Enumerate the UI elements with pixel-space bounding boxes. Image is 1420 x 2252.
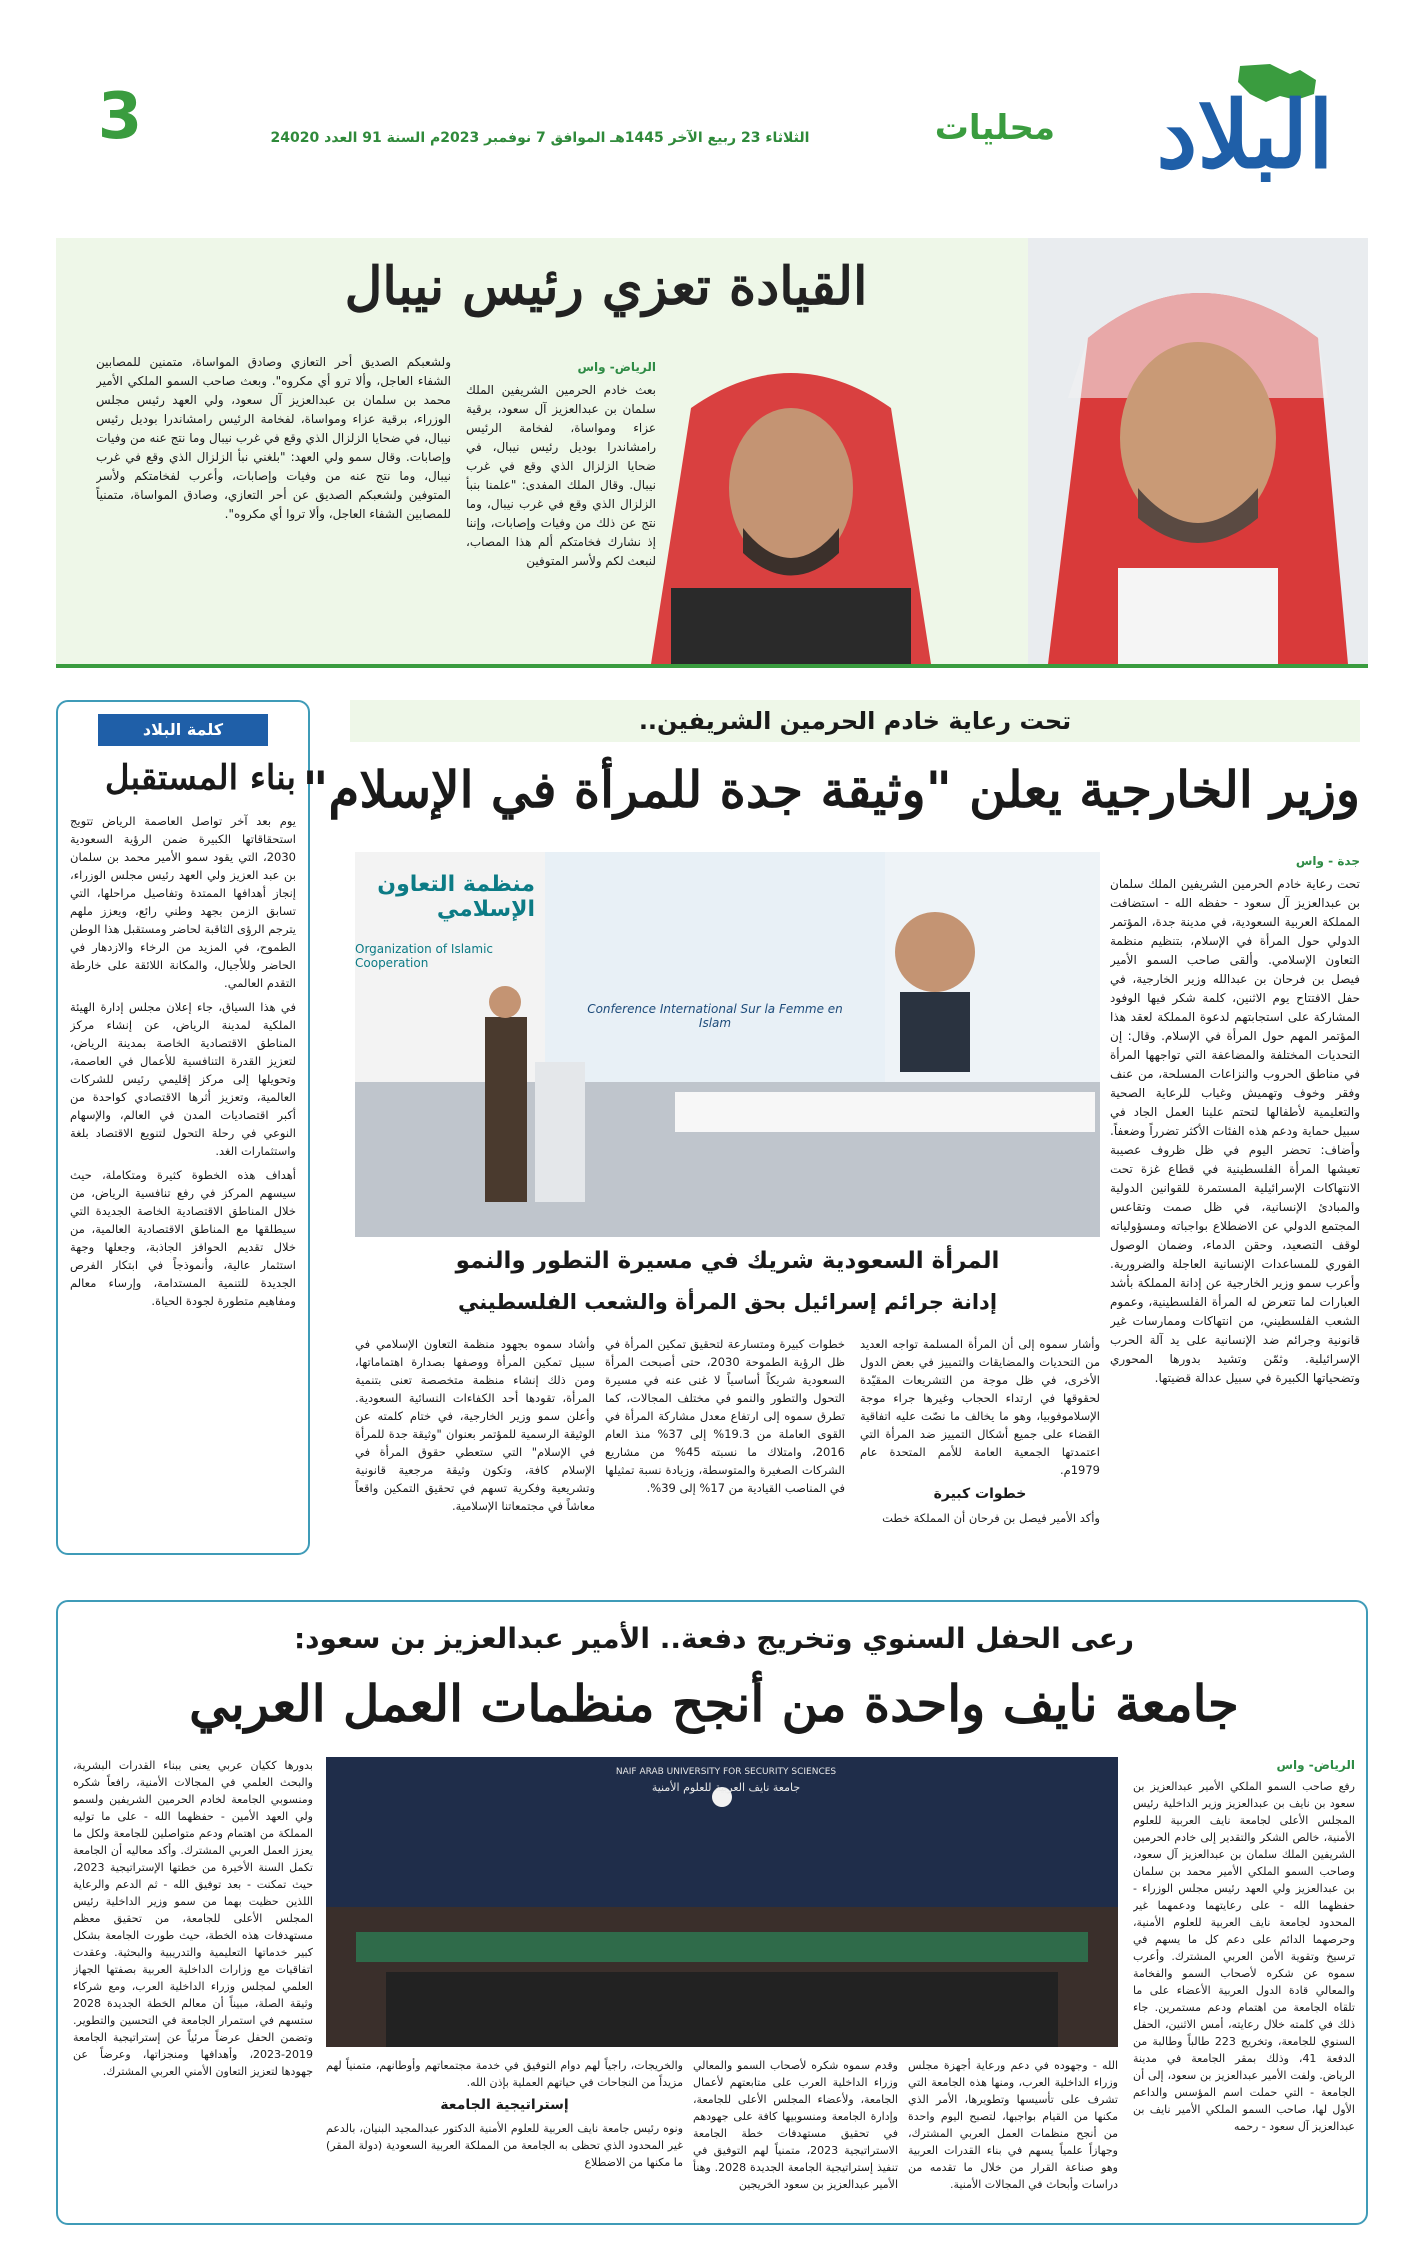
conference-photo <box>355 852 1100 1237</box>
foreign-subhead-2: إدانة جرائم إسرائيل بحق المرأة والشعب الفلسطيني <box>457 1290 998 1314</box>
lead-column-a <box>466 358 656 658</box>
foreign-b1-subhead: خطوات كبيرة <box>933 1486 1027 1502</box>
university-body-2: الله - وجهوده في دعم ورعاية أجهزة مجلس وزراء الداخلية العرب، ومنها هذه الجامعة التي تشرف على تأسيسها وتطويرها، الأمر الذي مكنها من القيام بواجبها، لتصبح اليوم واحدة من أنجح منظمات العمل العربي المشترك، وجهازاً علمياً يسهم في بناء القدرات العربية وهو صناعة القرار من خلال ما تقدمه من دراسات وأبحاث في المجالات الأمنية. <box>908 2059 1118 2191</box>
university-column-3 <box>693 2057 898 2217</box>
foreign-b1-end: وأكد الأمير فيصل بن فرحان أن المملكة خطت <box>882 1511 1100 1525</box>
column-paragraph-1: يوم بعد آخر تواصل العاصمة الرياض تتويج استحقاقاتها الكبيرة ضمن الرؤية السعودية 2030، التي يقود سمو الأمير محمد بن سلمان بن عبد العزيز ولي العهد رئيس مجلس الوزراء، إنجاز أهدافها الممتدة وتفاصيل مراحلها، التي تسابق الزمن بجهد وطني رائع، ويعزز ملهم يترجم الرؤى الثاقبة لحاضر ومستقبل هذا الوطن الطموح، في المزيد من الرخاء والازدهار في الحاضر وللأجيال، والمكانة اللائقة على خارطة التقدم العالمي. <box>70 814 296 990</box>
graduation-banner-arabic: جامعة نايف العربية للعلوم الأمنية <box>651 1781 801 1794</box>
foreign-b2-body: خطوات كبيرة ومتسارعة لتحقيق تمكين المرأة في ظل الرؤية الطموحة 2030، حتى أصبحت المرأة السعودية شريكاً أساسياً لا غنى عنه في مسيرة التحول والتطور والنمو في مختلف المجالات، كما تطرق سموه إلى ارتفاع معدل مشاركة المرأة في القوى العاملة من 19.3% إلى 37% منذ العام 2016، وامتلاك ما نسبته 45% من مشاريع الشركات الصغيرة والمتوسطة، وزيادة نسبة تمثيلها في المناصب القيادية من 17% إلى 39%. <box>605 1337 845 1495</box>
photo-banner-english: Organization of Islamic Cooperation <box>355 942 494 970</box>
university-body-5: بدورها ككيان عربي يعنى ببناء القدرات البشرية، والبحث العلمي في المجالات الأمنية، رافعاً شكره ومنسوبي الجامعة لخادم الحرمين الشريفين ولسمو ولي العهد الأمين - حفظهما الله - على ما توليه المملكة من اهتمام ودعم متواصلين للجامعة ولكل ما يعزز العمل العربي المشترك. وأكد معاليه أن الجامعة تكمل السنة الأخيرة من خطتها الإستراتيجية 2023، حيث تمكنت - بعد توفيق الله - ثم الدعم والرعاية اللذين حظيت بهما من سمو وزير الداخلية رئيس المجلس الأعلى للجامعة، من تحقيق معظم مستهدفات هذه الخطة، حيث طورت الجامعة بشكل كبير خدماتها التعليمية والتدريبية والبحثية. وعقدت اتفاقيات مع وزارات الداخلية العربية بصفتها الجهاز العلمي لمجلس وزراء الداخلية العرب، ومع شركاء وثيقة الصلة، مبيناً أن معالم الخطة الجديدة 2028 ستسهم في استمرار الجامعة في التحسين والتطوير. وتضمن الحفل عرضاً مرئياً عن إستراتيجية الجامعة 2019-2023، وأهدافها ومنجزاتها، وعرضاً عن جهودها لتعزيز التعاون الأمني العربي المشترك. <box>73 1759 313 2078</box>
foreign-dateline: جدة - واس <box>1295 854 1360 868</box>
university-dateline: الرياض- واس <box>1276 1758 1355 1772</box>
crown-prince-photo <box>631 338 951 664</box>
university-body-4b: ونوه رئيس جامعة نايف العربية للعلوم الأمنية الدكتور عبدالمجيد البنيان، بالدعم غير المحدود الذي تحظى به الجامعة من المملكة العربية السعودية (دولة المقر) ما مكنها من الاضطلاع <box>326 2122 683 2169</box>
lead-dateline: الرياض- واس <box>577 360 656 374</box>
foreign-column-b1 <box>860 1335 1100 1550</box>
university-body-3: وقدم سموه شكره لأصحاب السمو والمعالي وزراء الداخلية العرب على متابعتهم لأعمال الجامعة، ولأعضاء المجلس الأعلى للجامعة، وإدارة الجامعة ومنسوبيها كافة على جهودهم في تحقيق مستهدفات خطة الجامعة الاستراتيجية 2023، متمنياً لهم التوفيق في تنفيذ إستراتيجية الجامعة الجديدة 2028. وهنأ الأمير عبدالعزيز بن سعود الخريجين <box>693 2059 898 2191</box>
page-number: 3 <box>97 80 143 154</box>
graduation-photo <box>326 1757 1118 2047</box>
foreign-right-column <box>1110 852 1360 1552</box>
lead-column-b <box>96 353 451 653</box>
editorial-column <box>56 700 310 1555</box>
university-column-1 <box>1133 1757 1355 2217</box>
foreign-column-b2 <box>605 1335 845 1550</box>
king-photo <box>1028 238 1368 664</box>
lead-body-b: ولشعبكم الصديق أحر التعازي وصادق المواساة، متمنين للمصابين الشفاء العاجل، وألا ترو أي مكروه". وبعث صاحب السمو الملكي الأمير محمد بن سلمان بن عبدالعزيز آل سعود، ولي العهد رئيس مجلس الوزراء، برقية عزاء ومواساة، لفخامة الرئيس رامشاندرا بوديل رئيس نيبال، في ضحايا الزلزال الذي وقع في غرب نيبال وما نتج عنه من وفيات وإصابات. وقال سمو ولي العهد: "بلغني نبأ الزلزال الذي وقع في غرب نيبال، وما نتج عنه من وفيات وإصابات، وأعرب لفخامتكم ولأسر المتوفين ولشعبكم الصديق عن أحر التعازي، وصادق المواساة، متمنياً للمصابين الشفاء العاجل، وألا تروا أي مكروه". <box>96 355 451 521</box>
foreign-subhead-1: المرأة السعودية شريك في مسيرة التطور والنمو <box>455 1248 1000 1274</box>
graduation-banner-english: NAIF ARAB UNIVERSITY FOR SECURITY SCIENCES <box>615 1767 837 1777</box>
foreign-headline: وزير الخارجية يعلن "وثيقة جدة للمرأة في الإسلام" <box>302 760 1360 819</box>
newspaper-logo <box>1120 60 1370 190</box>
lead-story <box>56 238 1368 668</box>
university-column-4 <box>326 2057 683 2217</box>
foreign-kicker: تحت رعاية خادم الحرمين الشريفين.. <box>350 700 1360 742</box>
foreign-story <box>302 700 1370 1555</box>
logo-text: البلاد <box>1156 81 1334 189</box>
lead-body-a: بعث خادم الحرمين الشريفين الملك سلمان بن عبدالعزيز آل سعود، برقية عزاء ومواساة، لفخامة الرئيس رامشاندرا بوديل رئيس نيبال، في ضحايا الزلزال الذي وقع في غرب نيبال. وقال الملك المفدى: "علمنا بنبأ الزلزال الذي وقع في غرب نيبال، وما نتج عن ذلك من وفيات وإصابات، وإننا إذ نشارك فخامتكم ألم هذا المصاب، لنبعث لكم ولأسر المتوفين <box>466 383 656 568</box>
foreign-column-b3 <box>355 1335 595 1550</box>
foreign-b1-body: وأشار سموه إلى أن المرأة المسلمة تواجه العديد من التحديات والمضايقات والتمييز في بعض الدول الأخرى، في ظل موجة من التشريعات المقيّدة لحقوقها في ارتداء الحجاب وغيرها جراء موجة الإسلاموفوبيا، وهو ما يخالف ما نصّت عليه اتفاقية القضاء على جميع أشكال التمييز ضد المرأة التي اعتمدتها الجمعية العامة للأمم المتحدة عام 1979م. <box>860 1337 1100 1477</box>
column-paragraph-3: أهداف هذه الخطوة كثيرة ومتكاملة، حيث سيسهم المركز في رفع تنافسية الرياض، من خلال المناطق الاقتصادية الخاصة الجديدة التي سيطلقها مع المناطق الاقتصادية العالمية، من خلال تقديم الحوافز الجاذبة، وجعلها وجهة استثمار عالية، وأنموذجاً في ابتكار الفرص الجديدة للتنمية المستدامة، وإرساء معالم ومفاهيم متطورة لجودة الحياة. <box>70 1168 296 1308</box>
column-title: بناء المستقبل <box>104 758 296 798</box>
university-headline: جامعة نايف واحدة من أنجح منظمات العمل العربي <box>189 1674 1239 1733</box>
university-column-5 <box>73 1757 313 2217</box>
lead-headline: القيادة تعزي رئيس نيبال <box>344 256 868 317</box>
section-title: محليات <box>934 108 1055 148</box>
university-kicker: رعى الحفل السنوي وتخريج دفعة.. الأمير عبدالعزيز بن سعود: <box>293 1622 1134 1655</box>
foreign-right-body: تحت رعاية خادم الحرمين الشريفين الملك سلمان بن عبدالعزيز آل سعود - حفظه الله - استضافت المملكة العربية السعودية، في مدينة جدة، المؤتمر الدولي حول المرأة في الإسلام، بتنظيم منظمة التعاون الإسلامي. وألقى صاحب السمو الأمير فيصل بن فرحان بن عبدالله وزير الخارجية، في حفل الافتتاح يوم الاثنين، كلمة شكر فيها الوفود المشاركة على استجابتهم لدعوة المملكة لعقد هذا المؤتمر المهم حول المرأة في الإسلام. وقال: إن التحديات المختلفة والمضاعفة التي تواجهها المرأة في مناطق الحروب والنزاعات المسلحة، من عنف وفقر وخوف وتهميش وغياب للرعاية الصحية والتعليمية لأطفالها لتحتم علينا العمل الجاد في سبيل حماية ودعم هذه الفئات الأكثر تضرراً وضعفاً. وأضاف: تحضر اليوم في ظل ظروف عصيبة تعيشها المرأة الفلسطينية في قطاع غزة تحت الانتهاكات الإسرائيلية المستمرة للقوانين الدولية والمبادئ الإنسانية، في ظل صمت وتقاعس المجتمع الدولي عن الاضطلاع بواجباته ومسؤولياته لوقف التصعيد، وحقن الدماء، وضمان الوصول الفوري للمساعدات الإنسانية العاجلة والضرورية. وأعرب سمو وزير الخارجية عن إدانة المملكة بأشد العبارات لما تتعرض له المرأة الفلسطينية، وعموم الشعب الفلسطيني، من انتهاكات وممارسات غير قانونية وجرائم ضد الإنسانية على يد آلة الحرب الإسرائيلية. وثمّن وتشيد بدورها المحوري وتضحياتها الكبيرة في سبيل عدالة قضيتها. <box>1110 877 1360 1385</box>
photo-banner-arabic: منظمة التعاون الإسلامي <box>377 872 535 922</box>
university-col4-subhead: إستراتيجية الجامعة <box>440 2097 569 2113</box>
university-body-4: والخريجات، راجياً لهم دوام التوفيق في خدمة مجتمعاتهم وأوطانهم، متمنياً لهم مزيداً من النجاحات في حياتهم العملية بإذن الله. <box>326 2059 683 2089</box>
masthead <box>0 0 1420 230</box>
issue-date-line: الثلاثاء 23 ربيع الآخر 1445هـ الموافق 7 نوفمبر 2023م السنة 91 العدد 24020 <box>270 130 810 146</box>
foreign-b3-body: وأشاد سموه بجهود منظمة التعاون الإسلامي في سبيل تمكين المرأة ووصفها بصدارة اهتماماتها، ومن ذلك إنشاء منظمة متخصصة تعنى بتنمية المرأة، تقودها أحد الكفاءات النسائية السعودية. وأعلن سمو وزير الخارجية، في ختام كلمته عن الوثيقة الرسمية للمؤتمر بعنوان "وثيقة جدة للمرأة في الإسلام" التي ستعطي حقوق المرأة في الإسلام كافة، وتكون وثيقة مرجعية قانونية وتشريعية وفكرية تسهم في تحقيق التمكين واقعاً معاشاً في مجتمعاتنا الإسلامية. <box>355 1337 595 1513</box>
university-column-2 <box>908 2057 1118 2217</box>
column-badge: كلمة البلاد <box>98 714 268 746</box>
university-story <box>56 1600 1368 2225</box>
photo-screen-title: Conference International Sur la Femme en Islam <box>587 1002 843 1030</box>
column-paragraph-2: في هذا السياق، جاء إعلان مجلس إدارة الهيئة الملكية لمدينة الرياض، عن إنشاء مركز المناطق الاقتصادية الخاصة بمدينة الرياض، لتعزيز القدرة التنافسية للأعمال في العاصمة، وتحويلها إلى مركز إقليمي رئيس للشركات العالمية، وتعزيز أثرها الاقتصادي كواحدة من أكبر اقتصاديات المدن في العالم، والإسهام النوعي في رحلة التحول لتنويع الاقتصاد بلغة واستثمارات الغد. <box>70 1000 296 1158</box>
university-body-1: رفع صاحب السمو الملكي الأمير عبدالعزيز بن سعود بن نايف بن عبدالعزيز وزير الداخلية رئيس المجلس الأعلى لجامعة نايف العربية للعلوم الأمنية، خالص الشكر والتقدير إلى خادم الحرمين الشريفين الملك سلمان بن عبدالعزيز آل سعود، وصاحب السمو الملكي الأمير محمد بن سلمان بن عبدالعزيز ولي العهد رئيس مجلس الوزراء - حفظهما الله - على رعايتهما ودعمهما غير المحدود لجامعة نايف العربية للعلوم الأمنية، وحرصهما الدائم على دعم كل ما يسهم في ترسيخ وتقوية الأمن العربي المشترك. وأعرب سموه عن شكره لأصحاب السمو والفخامة والمعالي قادة الدول العربية الأعضاء على ما تلقاه الجامعة من اهتمام ودعم مستمرين. جاء ذلك في كلمته خلال رعايته، أمس الاثنين، الحفل السنوي للجامعة، وتخريج 223 طالباً وطالبة من الدفعة 41، وذلك بمقر الجامعة في مدينة الرياض. ولفت الأمير عبدالعزيز بن سعود، إلى أن الجامعة - التي حملت اسم المؤسس والداعم الأول لها، صاحب السمو الملكي الأمير نايف بن عبدالعزيز آل سعود - رحمه <box>1133 1780 1355 2133</box>
